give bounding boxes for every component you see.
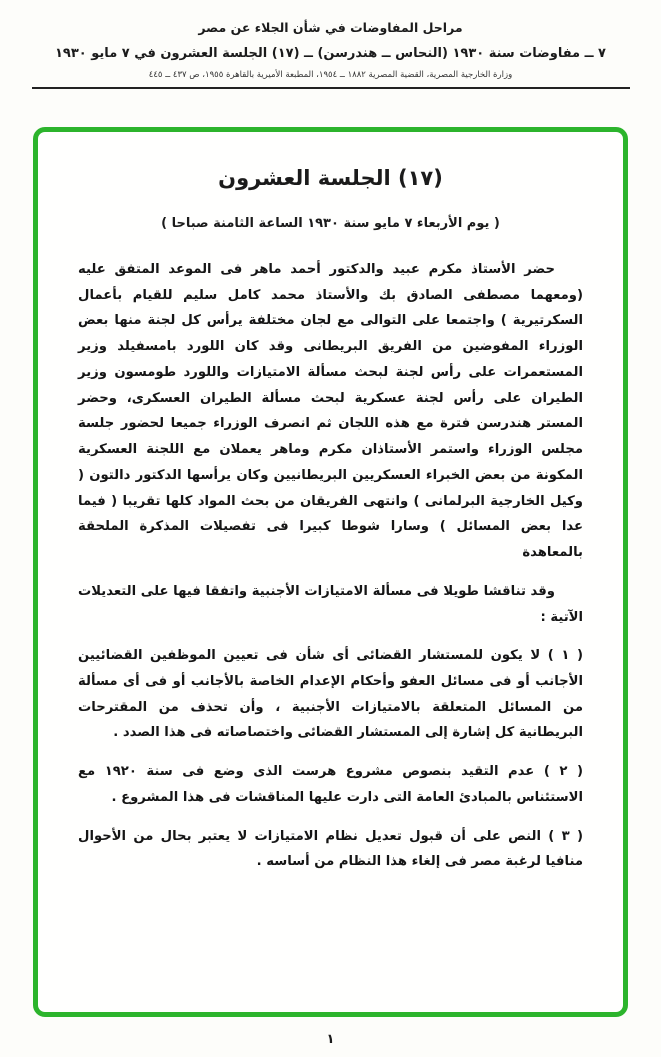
session-body: [78, 257, 583, 875]
session-title: (١٧) الجلسة العشرون: [218, 166, 443, 190]
agreement-item-3: ( ٣ ) النص على أن قبول تعديل نظام الامتيازات لا يعتبر بحال من الأحوال منافيا لرغبة مصر فى إلغاء هذا النظام من أساسه .: [78, 828, 583, 870]
header-divider: [32, 87, 630, 89]
document-frame: [33, 127, 628, 1017]
header-subtitle: ٧ ــ مفاوضات سنة ١٩٣٠ (النحاس ــ هندرسن) ــ (١٧) الجلسة العشرون في ٧ مايو ١٩٣٠: [55, 46, 606, 61]
page-footer: [0, 1032, 661, 1047]
page-header: [0, 0, 661, 89]
session-datetime: ( يوم الأربعاء ٧ مايو سنة ١٩٣٠ الساعة الثامنة صباحا ): [161, 216, 500, 231]
page-number: ١: [326, 1032, 335, 1047]
session-intro-paragraph: وقد تناقشا طويلا فى مسألة الامتيازات الأجنبية واتفقا فيها على التعديلات الآتية :: [78, 583, 583, 625]
header-title: مراحل المفاوضات في شأن الجلاء عن مصر: [198, 20, 463, 35]
agreement-item-1: ( ١ ) لا يكون للمستشار القضائى أى شأن فى تعيين الموظفين القضائيين الأجانب أو فى مسائل العفو وأحكام الإعدام الخاصة بالأجانب أو فى أى مسألة من المسائل المتعلقة بالامتيازات الأجنبية ، وأن تحذف من المقترحات البريطانية كل إشارة إلى المستشار القضائى واختصاصاته فى هذا الصدد .: [78, 648, 583, 741]
agreement-item-2: ( ٢ ) عدم التقيد بنصوص مشروع هرست الذى وضع فى سنة ١٩٢٠ مع الاستئناس بالمبادئ العامة التى دارت عليها المناقشات فى هذا المشروع .: [78, 764, 584, 805]
header-source-citation: وزارة الخارجية المصرية، القضية المصرية ١٨٨٢ ــ ١٩٥٤، المطبعة الأميرية بالقاهرة ١٩٥٥، ص ٤٣٧ ــ ٤٤٥: [148, 70, 513, 80]
session-main-paragraph: حضر الأستاذ مكرم عبيد والدكتور أحمد ماهر فى الموعد المتفق عليه (ومعهما مصطفى الصادق بك والأستاذ محمد كامل سليم للقيام بأعمال السكرتيرية ) واجتمعا على التوالى مع لجان مختلفة يرأس كل لجنة منها بعض الوزراء المفوضين من الفريق البريطانى وقد كان اللورد بامسفيلد وزير المستعمرات على رأس لجنة لبحث مسألة الامتيازات واللورد طومسون وزير الطيران على رأس لجنة عسكرية لبحث مسألة الطيران العسكرى، وحضر المستر هندرسن فترة مع هذه اللجان ثم انصرف الوزراء جميعا لحضور جلسة مجلس الوزراء واستمر الأستاذان مكرم وماهر يعملان مع اللجنة العسكرية المكونة من بعض الخبراء العسكريين البريطانيين وكان يرأسها الدكتور دالتون ( وكيل الخارجية البرلمانى ) وانتهى الفريقان من بحث المواد كلها تقريبا ( فيما عدا بعض المسائل ) وسارا شوطا كبيرا فى تفصيلات المذكرة الملحقة بالمعاهدة: [78, 262, 583, 561]
